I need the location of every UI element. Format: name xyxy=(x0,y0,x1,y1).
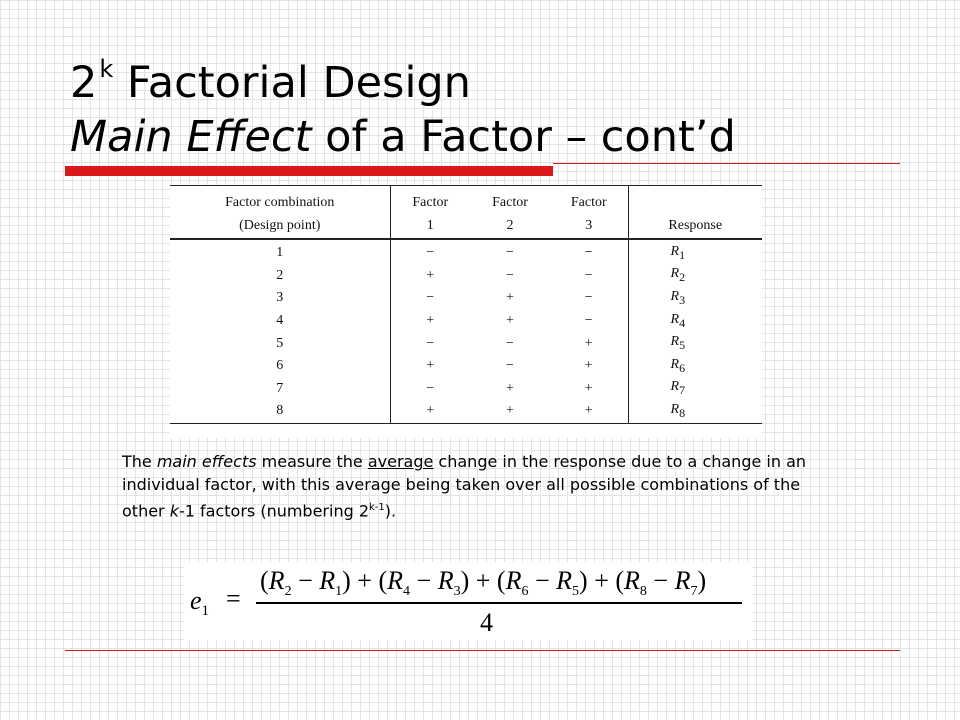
design-point-cell: 8 xyxy=(170,400,390,423)
header-response: Response xyxy=(628,214,762,239)
factor-3-cell: + xyxy=(584,380,593,396)
term-a-sub: 8 xyxy=(639,584,647,600)
subtitle-rest: of a Factor – cont’d xyxy=(311,112,736,162)
response-cell xyxy=(628,400,762,423)
text-run: change in the response due to a change in an individual factor, with this average being taken over all possible combinations of the other xyxy=(122,452,807,521)
table-row xyxy=(170,400,762,423)
design-point-cell: 4 xyxy=(276,313,284,329)
factor-3-cell: + xyxy=(584,335,593,351)
term-b-sub: 3 xyxy=(453,584,461,600)
factor-3-cell: − xyxy=(584,290,593,306)
response-subscript: 7 xyxy=(679,383,686,398)
header-factor-3: Factor xyxy=(550,186,628,215)
factor-2-cell: − xyxy=(506,245,514,261)
response-cell xyxy=(628,332,762,355)
factor-3-cell: − xyxy=(584,313,593,329)
title-line-1 xyxy=(70,55,471,108)
term-a-sub: 4 xyxy=(403,584,411,600)
main-effect-formula xyxy=(184,562,752,640)
term-b-sub: 7 xyxy=(690,584,698,600)
table-row xyxy=(170,332,762,355)
text-k: k xyxy=(169,501,179,521)
factor-1-cell: + xyxy=(390,310,470,333)
text-run: -1 factors (numbering 2 xyxy=(178,501,370,521)
response-symbol: R xyxy=(670,356,680,372)
response-subscript: 4 xyxy=(679,315,686,330)
design-point-cell: 1 xyxy=(276,245,284,261)
factor-1-cell: + xyxy=(390,400,470,423)
formula-term: + $(R_4 - R_3)$ xyxy=(350,566,470,600)
table-row xyxy=(170,355,762,378)
subtitle-italic: Main Effect xyxy=(70,112,312,162)
design-point-cell: 6 xyxy=(276,358,284,374)
text-run: The xyxy=(122,452,157,471)
title-base: 2 xyxy=(70,58,98,108)
response-subscript: 2 xyxy=(679,270,686,285)
response-symbol: R xyxy=(670,311,680,327)
factor-3-cell: − xyxy=(584,267,593,283)
table-header-row-2 xyxy=(170,214,762,239)
factor-1-cell: − xyxy=(390,287,470,310)
factor-1-cell: − xyxy=(390,332,470,355)
term-a-sub: 6 xyxy=(521,584,529,600)
response-symbol: R xyxy=(670,243,680,259)
term-a: R xyxy=(387,566,404,595)
slide-title xyxy=(70,42,736,164)
formula-denominator: 4 xyxy=(480,608,493,637)
design-matrix-table xyxy=(170,185,762,424)
term-b: R xyxy=(319,566,336,595)
term-b: R xyxy=(437,566,454,595)
design-point-cell: 5 xyxy=(276,335,284,351)
formula-e: e xyxy=(190,586,202,615)
response-subscript: 1 xyxy=(679,247,686,262)
response-subscript: 5 xyxy=(679,338,686,353)
footer-divider-line xyxy=(65,650,900,651)
text-average: average xyxy=(367,452,434,471)
factor-3-cell: − xyxy=(584,245,593,261)
formula-term: + $(R_8 - R_7)$ xyxy=(587,566,707,600)
design-point-cell: 2 xyxy=(276,267,284,283)
title-line-2 xyxy=(70,112,736,162)
response-cell xyxy=(628,239,762,265)
factor-1-cell: + xyxy=(390,355,470,378)
response-symbol: R xyxy=(670,289,680,305)
response-subscript: 8 xyxy=(679,405,686,420)
term-a-sub: 2 xyxy=(284,584,292,600)
table-row xyxy=(170,287,762,310)
term-b: R xyxy=(674,566,691,595)
design-point-cell: 3 xyxy=(276,290,284,306)
response-cell xyxy=(628,287,762,310)
response-cell xyxy=(628,265,762,288)
title-accent-bar xyxy=(65,166,553,176)
response-symbol: R xyxy=(670,402,680,418)
fraction-bar xyxy=(256,602,742,604)
factor-2-cell: + xyxy=(506,290,514,306)
table-row xyxy=(170,378,762,401)
term-a: R xyxy=(268,566,285,595)
factor-3-cell: + xyxy=(584,358,593,374)
text-main-effects: main effects xyxy=(156,452,257,471)
factor-1-cell: − xyxy=(390,239,470,265)
factor-3-cell: + xyxy=(550,400,628,423)
text-run: measure the xyxy=(256,452,368,471)
header-factor-1-num: 1 xyxy=(390,214,470,239)
term-b: R xyxy=(556,566,573,595)
response-symbol: R xyxy=(670,266,680,282)
response-symbol: R xyxy=(670,379,680,395)
text-run: ). xyxy=(384,501,397,521)
term-b-sub: 1 xyxy=(335,584,343,600)
table-row xyxy=(170,310,762,333)
formula-term: $(R_2 - R_1)$ xyxy=(260,566,351,600)
factor-2-cell: − xyxy=(506,358,514,374)
header-factor-1: Factor xyxy=(390,186,470,215)
formula-term: + $(R_6 - R_5)$ xyxy=(469,566,588,600)
header-factor-2: Factor xyxy=(470,186,550,215)
table-body xyxy=(170,239,762,423)
term-a: R xyxy=(624,566,640,595)
design-point-cell: 7 xyxy=(276,380,284,396)
response-cell xyxy=(628,355,762,378)
title-superscript: k xyxy=(99,55,114,83)
header-design-point: (Design point) xyxy=(170,214,390,239)
formula-e-subscript: 1 xyxy=(201,603,210,620)
factor-2-cell: − xyxy=(506,335,514,351)
response-subscript: 3 xyxy=(679,292,686,307)
table-header-row-1 xyxy=(170,186,762,215)
formula-equals: = xyxy=(226,584,241,613)
header-response-top xyxy=(628,186,762,215)
response-cell xyxy=(628,378,762,401)
response-cell xyxy=(628,310,762,333)
formula-numerator xyxy=(260,566,706,600)
factor-2-cell: + xyxy=(470,400,550,423)
formula-lhs xyxy=(190,586,209,620)
factor-2-cell: + xyxy=(506,313,514,329)
factor-2-cell: − xyxy=(506,267,514,283)
term-a: R xyxy=(505,566,522,595)
table-row xyxy=(170,239,762,265)
factor-2-cell: + xyxy=(506,380,514,396)
factor-1-cell: − xyxy=(390,378,470,401)
header-factor-3-num: 3 xyxy=(550,214,628,239)
response-symbol: R xyxy=(670,334,680,350)
text-exponent: k-1 xyxy=(369,502,385,513)
factor-1-cell: + xyxy=(390,265,470,288)
main-effects-explanation xyxy=(122,450,812,522)
title-divider-line xyxy=(553,163,900,164)
term-b-sub: 5 xyxy=(572,584,580,600)
design-table-figure xyxy=(170,185,762,438)
table-row xyxy=(170,265,762,288)
header-factor-2-num: 2 xyxy=(470,214,550,239)
header-factor-combination: Factor combination xyxy=(170,186,390,215)
response-subscript: 6 xyxy=(679,360,686,375)
title-rest: Factorial Design xyxy=(113,58,471,108)
